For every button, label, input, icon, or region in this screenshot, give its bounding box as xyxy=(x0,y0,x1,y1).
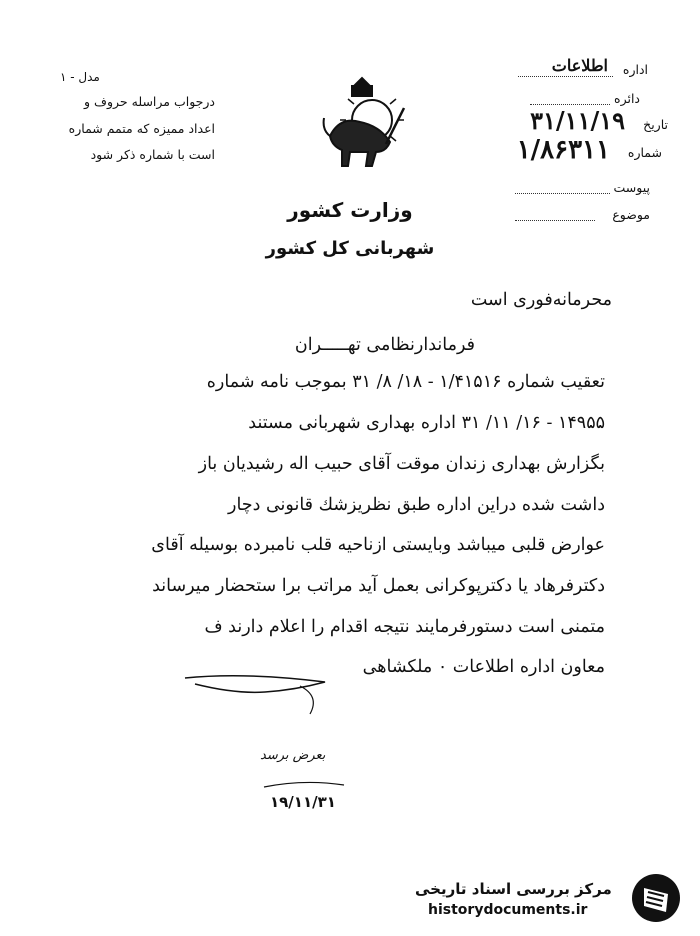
body-line-8: معاون اداره اطلاعات ۰ ملکشاهی xyxy=(362,657,605,677)
office-label: اداره xyxy=(622,62,648,77)
archive-name: مرکز بررسی اسناد تاریخی xyxy=(415,880,612,898)
subject-label: موضوع xyxy=(612,207,650,222)
body-line-5: عوارض قلبی میباشد وبایستی ازناحیه قلب نامبرده بوسیله آقای xyxy=(151,535,605,555)
office-value: اطلاعات xyxy=(551,56,608,75)
archive-website: historydocuments.ir xyxy=(428,902,588,918)
department-dotted-line xyxy=(530,104,610,105)
body-line-2: ۱۴۹۵۵ - ۱۶/ ۱۱/ ۳۱ اداره بهداری شهربانی مستند xyxy=(248,413,605,433)
date-label: تاریخ xyxy=(643,117,668,132)
number-value: ۱/۸۶۳۱۱ xyxy=(516,135,610,165)
lion-and-sun-emblem xyxy=(310,74,414,176)
number-label: شماره xyxy=(627,145,662,160)
reply-instruction-line-2: اعداد ممیزه که متمم شماره xyxy=(68,121,215,136)
body-line-7: متمنی است دستورفرمایند نتیجه اقدام را اعلام دارند ف xyxy=(204,617,605,637)
model-number: مدل - ۱ xyxy=(60,70,100,84)
handwriting-underline xyxy=(262,775,347,795)
reply-instruction-line-3: است با شماره ذکر شود xyxy=(90,147,215,162)
classification: محرمانه‌فوری است xyxy=(470,290,612,310)
body-line-6: دکترفرهاد یا دکترپوکرانی بعمل آید مراتب برا ستحضار میرساند xyxy=(152,576,605,596)
archive-logo-icon xyxy=(630,872,682,924)
body-line-4: داشت شده دراین اداره طبق نظریزشك قانونی دچار xyxy=(228,495,605,515)
signature-flourish xyxy=(180,668,340,718)
office-dotted-line xyxy=(518,76,613,77)
reply-instruction-line-1: درجواب مراسله حروف و xyxy=(84,94,215,109)
handwritten-note: بعرض برسد xyxy=(260,748,326,763)
body-line-1: تعقیب شماره ۱/۴۱۵۱۶ - ۱۸/ ۸/ ۳۱ بموجب نامه شماره xyxy=(206,372,605,392)
attachment-label: پیوست xyxy=(613,180,650,195)
directorate-title: شهربانی کل کشور xyxy=(265,238,435,259)
department-label: دائره xyxy=(614,91,640,106)
handwritten-date: ۱۹/۱۱/۳۱ xyxy=(270,793,336,811)
addressee: فرماندارنظامی تهـــــران xyxy=(294,335,475,355)
date-value: ۳۱/۱۱/۱۹ xyxy=(530,106,625,135)
ministry-title: وزارت کشور xyxy=(287,198,413,222)
attachment-dotted-line xyxy=(515,193,610,194)
body-line-3: بگزارش بهداری زندان موقت آقای حبیب اله رشیدیان باز xyxy=(198,454,605,474)
